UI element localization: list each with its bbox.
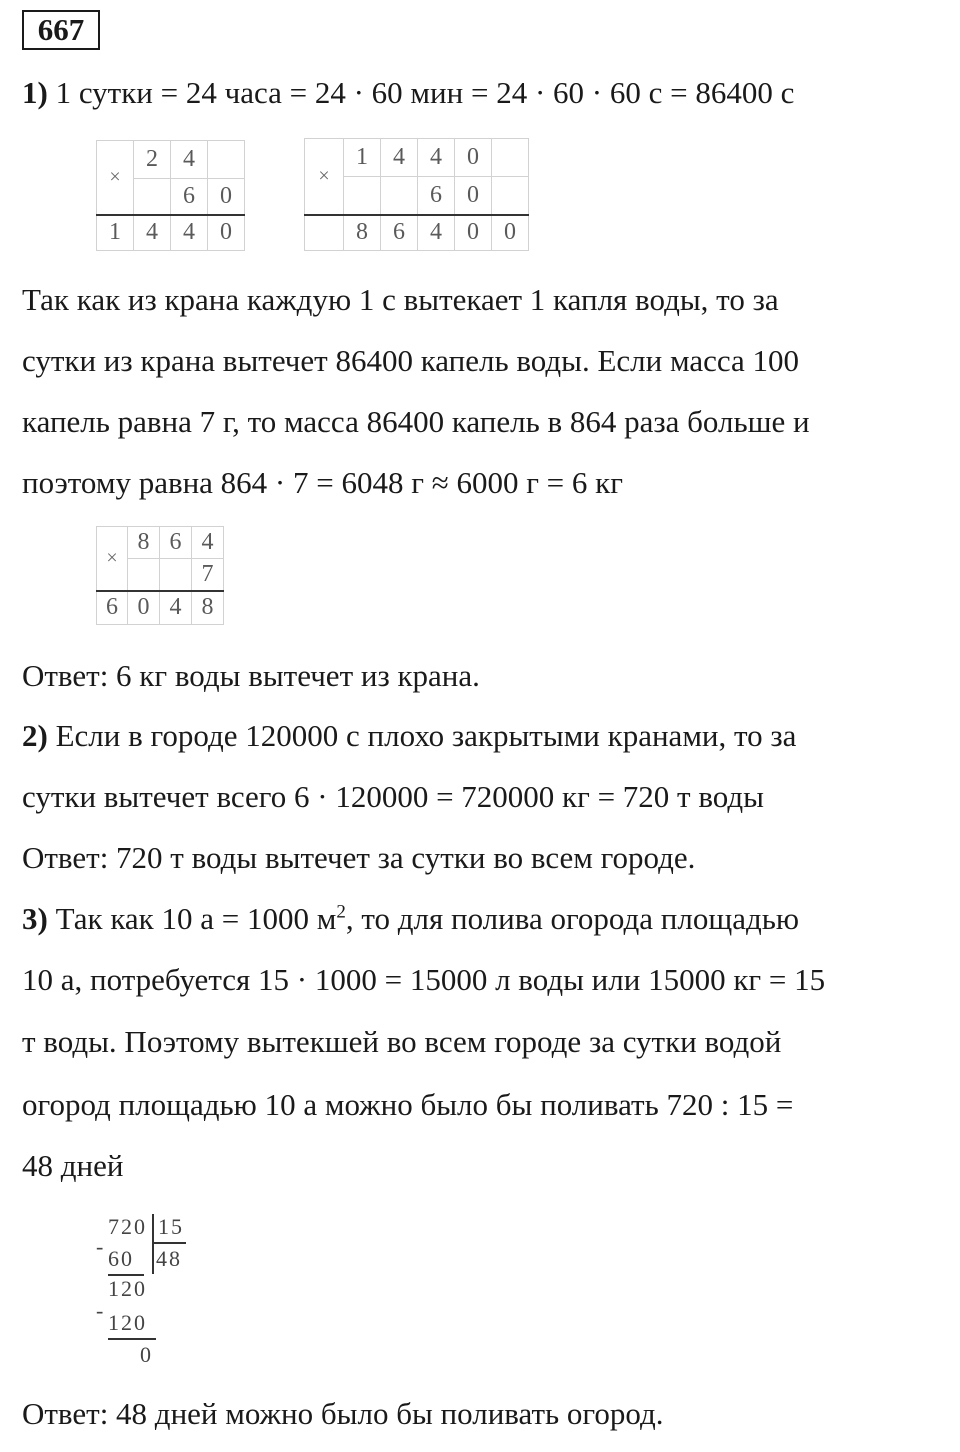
part1-label: 1) bbox=[22, 75, 48, 110]
result-digit: 0 bbox=[455, 215, 492, 251]
digit-cell: 0 bbox=[455, 139, 492, 177]
multiplication-1440x60 bbox=[304, 138, 529, 251]
times-sign: × bbox=[97, 527, 128, 591]
paragraph-line: сутки из крана вытечет 86400 капель воды. Если масса 100 bbox=[22, 343, 800, 378]
part2-line2: сутки вытечет всего 6 · 120000 = 720000 кг = 720 т воды bbox=[22, 779, 764, 814]
dividend: 720 bbox=[108, 1214, 147, 1239]
paragraph-line: Так как из крана каждую 1 с вытекает 1 капля воды, то за bbox=[22, 282, 779, 317]
part3-line1 bbox=[22, 899, 799, 939]
result-digit: 4 bbox=[418, 215, 455, 251]
divisor-underline bbox=[152, 1242, 186, 1244]
part3-text-a: Так как 10 а = 1000 м bbox=[47, 901, 337, 936]
answer-1: Ответ: 6 кг воды вытечет из крана. bbox=[22, 658, 480, 693]
digit-cell: 4 bbox=[418, 139, 455, 177]
digit-cell bbox=[134, 179, 171, 215]
result-digit: 4 bbox=[134, 215, 171, 251]
paragraph-line: 10 а, потребуется 15 · 1000 = 15000 л воды или 15000 кг = 15 bbox=[22, 962, 826, 997]
square-superscript: 2 bbox=[336, 901, 346, 923]
result-digit: 6 bbox=[381, 215, 418, 251]
digit-cell: 1 bbox=[344, 139, 381, 177]
problem-number: 667 bbox=[22, 10, 100, 50]
subtrahend-2: 120 bbox=[108, 1310, 147, 1335]
minus-sign: - bbox=[96, 1298, 106, 1323]
digit-cell bbox=[160, 559, 192, 591]
digit-cell: 4 bbox=[381, 139, 418, 177]
digit-cell bbox=[492, 177, 529, 215]
paragraph-line: т воды. Поэтому вытекшей во всем городе за сутки водой bbox=[22, 1024, 782, 1059]
digit-cell bbox=[492, 139, 529, 177]
subtraction-line-2 bbox=[108, 1338, 156, 1340]
multiplication-24x60 bbox=[96, 140, 245, 251]
paragraph-line: поэтому равна 864 · 7 = 6048 г ≈ 6000 г = 6 кг bbox=[22, 465, 623, 500]
result-digit: 0 bbox=[492, 215, 529, 251]
subtrahend-1: 60 bbox=[108, 1246, 134, 1271]
digit-cell bbox=[128, 559, 160, 591]
digit-cell: 6 bbox=[160, 527, 192, 559]
result-digit: 4 bbox=[171, 215, 208, 251]
result-digit: 0 bbox=[208, 215, 245, 251]
answer-2: Ответ: 720 т воды вытечет за сутки во всем городе. bbox=[22, 840, 696, 875]
digit-cell bbox=[381, 177, 418, 215]
result-digit: 0 bbox=[128, 591, 160, 625]
digit-cell: 6 bbox=[171, 179, 208, 215]
digit-cell: 4 bbox=[171, 141, 208, 179]
digit-cell bbox=[344, 177, 381, 215]
result-digit bbox=[305, 215, 344, 251]
paragraph-line: 48 дней bbox=[22, 1148, 124, 1183]
remainder-2: 0 bbox=[140, 1342, 153, 1367]
result-digit: 1 bbox=[97, 215, 134, 251]
digit-cell: 7 bbox=[192, 559, 224, 591]
result-digit: 8 bbox=[344, 215, 381, 251]
times-sign: × bbox=[305, 139, 344, 215]
divisor: 15 bbox=[158, 1214, 184, 1239]
digit-cell: 0 bbox=[455, 177, 492, 215]
answer-3: Ответ: 48 дней можно было бы поливать огород. bbox=[22, 1396, 664, 1431]
result-digit: 6 bbox=[97, 591, 128, 625]
digit-cell: 4 bbox=[192, 527, 224, 559]
multiplication-864x7 bbox=[96, 526, 224, 625]
digit-cell: 8 bbox=[128, 527, 160, 559]
part1-line1 bbox=[22, 73, 794, 113]
part3-label: 3) bbox=[22, 901, 48, 936]
digit-cell: 2 bbox=[134, 141, 171, 179]
minus-sign: - bbox=[96, 1234, 106, 1259]
quotient: 48 bbox=[156, 1246, 182, 1271]
digit-cell bbox=[208, 141, 245, 179]
long-division bbox=[96, 1212, 206, 1372]
result-digit: 4 bbox=[160, 591, 192, 625]
part2-text: Если в городе 120000 с плохо закрытыми кранами, то за bbox=[47, 718, 797, 753]
result-digit: 8 bbox=[192, 591, 224, 625]
part3-text-b: , то для полива огорода площадью bbox=[345, 901, 800, 936]
paragraph-line: капель равна 7 г, то масса 86400 капель в 864 раза больше и bbox=[22, 404, 810, 439]
paragraph-line: огород площадью 10 а можно было бы поливать 720 : 15 = bbox=[22, 1087, 794, 1122]
digit-cell: 6 bbox=[418, 177, 455, 215]
digit-cell: 0 bbox=[208, 179, 245, 215]
division-vertical-line bbox=[152, 1214, 154, 1274]
part2-line1 bbox=[22, 716, 796, 756]
part1-time-conversion: 1 сутки = 24 часа = 24 · 60 мин = 24 · 60 · 60 с = 86400 с bbox=[47, 75, 795, 110]
part2-label: 2) bbox=[22, 718, 48, 753]
times-sign: × bbox=[97, 141, 134, 215]
remainder-1: 120 bbox=[108, 1276, 147, 1301]
